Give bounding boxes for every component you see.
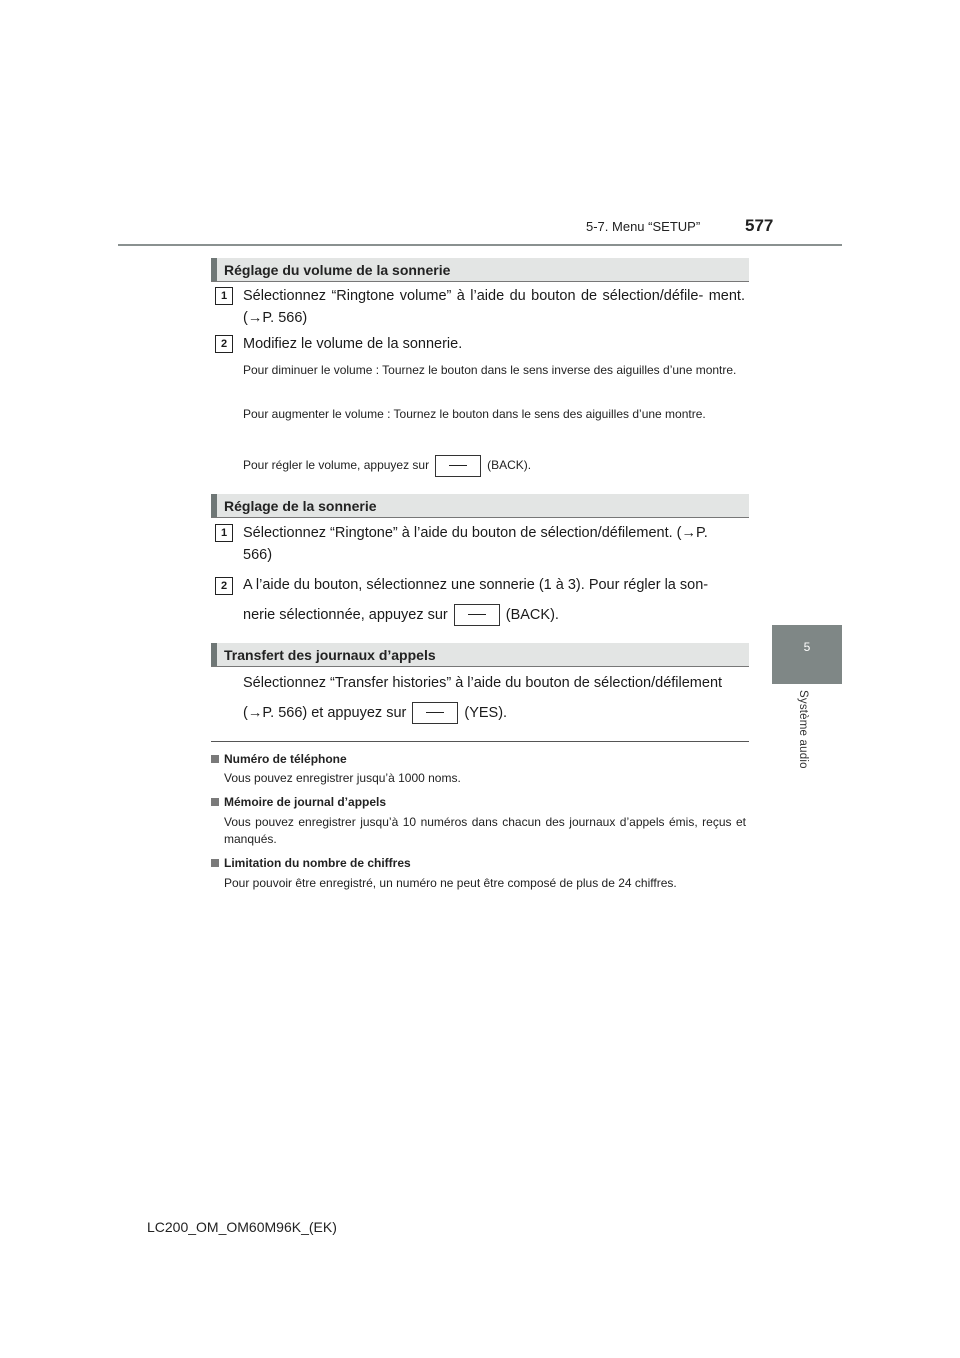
transfer-text-yes (243, 702, 745, 724)
step-text: Sélectionnez “Ringtone” à l’aide du bouton de sélection/défilement. (→P. 566) (243, 525, 708, 563)
step-badge: 1 (215, 524, 233, 542)
transfer-text-before: (→P. 566) et appuyez sur (243, 705, 407, 721)
note-title: Mémoire de journal d’appels (211, 795, 386, 809)
chapter-title: Système audio (797, 690, 809, 769)
header-rule (118, 244, 842, 246)
section-heading-text: Réglage de la sonnerie (224, 498, 377, 514)
section-heading-text: Réglage du volume de la sonnerie (224, 262, 451, 278)
step-text: A l’aide du bouton, sélectionnez une sonnerie (1 à 3). Pour régler la son- (243, 577, 709, 593)
bullet-square-icon (211, 859, 219, 867)
back-instruction-before: Pour régler le volume, appuyez sur (243, 458, 430, 473)
bullet-square-icon (211, 755, 219, 763)
footer-code: LC200_OM_OM60M96K_(EK) (147, 1219, 337, 1235)
note-text: Vous pouvez enregistrer jusqu’à 10 numéros dans chacun des journaux d’appels émis, reçus et manqués. (224, 815, 746, 846)
note-title: Limitation du nombre de chiffres (211, 856, 411, 870)
back-instruction (243, 455, 745, 477)
transfer-text: Sélectionnez “Transfer histories” à l’aide du bouton de sélection/défilement (243, 675, 723, 691)
step-badge: 2 (215, 577, 233, 595)
section-heading-ringtone-volume (211, 258, 749, 282)
notes-rule (211, 741, 749, 742)
transfer-text-after: (YES). (464, 705, 508, 721)
section-heading-ringtone (211, 494, 749, 518)
note-text: Vous pouvez enregistrer jusqu’à 1000 noms. (224, 771, 461, 785)
step-text-back (243, 604, 745, 626)
back-button-icon (435, 455, 481, 477)
note-title: Numéro de téléphone (211, 752, 347, 766)
page-number: 577 (745, 216, 774, 235)
bullet-square-icon (211, 798, 219, 806)
chapter-tab (772, 625, 842, 684)
note-text: Pour pouvoir être enregistré, un numéro ne peut être composé de plus de 24 chiffres. (224, 876, 677, 890)
chapter-number: 5 (803, 640, 811, 654)
back-button-icon (454, 604, 500, 626)
back-instruction-after: (BACK). (487, 458, 532, 473)
section-heading-text: Transfert des journaux d’appels (224, 647, 436, 663)
step-badge: 2 (215, 335, 233, 353)
step-text-before: nerie sélectionnée, appuyez sur (243, 607, 448, 623)
step-text: Modifiez le volume de la sonnerie. (243, 336, 463, 352)
step-text-after: (BACK). (505, 607, 559, 623)
step-text: Sélectionnez “Ringtone volume” à l’aide du bouton de sélection/défile- ment. (→P. 566) (243, 288, 745, 326)
section-heading-transfer (211, 643, 749, 667)
yes-button-icon (412, 702, 458, 724)
sub-text: Pour diminuer le volume : Tournez le bouton dans le sens inverse des aiguilles d’une montre. (243, 363, 737, 377)
sub-text: Pour augmenter le volume : Tournez le bouton dans le sens des aiguilles d’une montre. (243, 407, 706, 421)
step-badge: 1 (215, 287, 233, 305)
section-label: 5-7. Menu “SETUP” (586, 219, 701, 234)
